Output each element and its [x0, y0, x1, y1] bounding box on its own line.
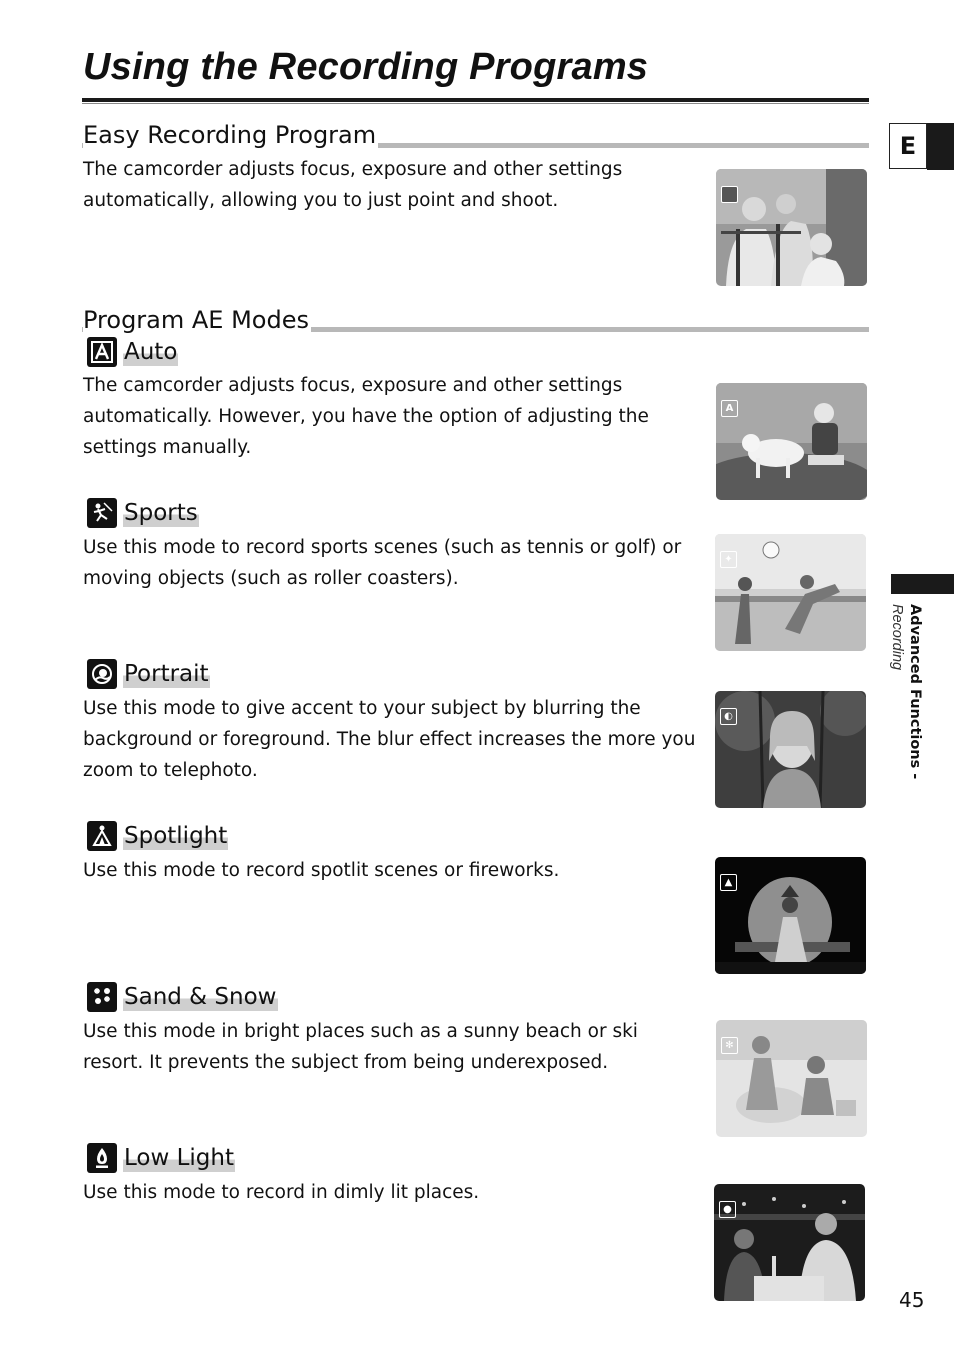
- mode-text-portrait: Use this mode to give accent to your subject by blurring the background or foreground. The blur effect increases the more you zoom to telephoto.: [83, 698, 696, 781]
- chapter-tab-bar: [927, 123, 954, 170]
- sand-snow-mode-photo: [716, 1020, 867, 1137]
- portrait-overlay-icon: ◐: [720, 708, 737, 725]
- mode-text-low-light: Use this mode to record in dimly lit places.: [83, 1182, 480, 1203]
- low-light-mode-photo: [714, 1184, 865, 1301]
- sports-mode-photo: [715, 534, 866, 651]
- sand-snow-mode-icon: [87, 982, 117, 1012]
- easy-recording-photo: [716, 169, 867, 286]
- chapter-tab-letter: E: [889, 123, 927, 169]
- mode-label-spotlight: Spotlight: [124, 823, 228, 849]
- sports-mode-icon: [87, 498, 117, 528]
- portrait-mode-photo: [715, 691, 866, 808]
- easy-description: The camcorder adjusts focus, exposure and other settings automatically, allowing you to just point and shoot.: [83, 159, 623, 211]
- mode-heading-sports: [87, 498, 199, 528]
- auto-mode-icon: [87, 337, 117, 367]
- side-label-line1: Advanced Functions -: [907, 604, 923, 780]
- title-rule: [82, 98, 869, 102]
- mode-heading-auto: [87, 337, 178, 367]
- title-rule-thin: [82, 103, 869, 104]
- mode-text-spotlight: Use this mode to record spotlit scenes or fireworks.: [83, 860, 560, 881]
- easy-recording-icon: [721, 186, 738, 203]
- page-number: 45: [899, 1288, 925, 1312]
- spotlight-overlay-icon: ▲: [720, 874, 737, 891]
- section-side-label: [888, 604, 924, 779]
- side-label-line2: Recording: [889, 604, 905, 671]
- mode-label-low-light: Low Light: [124, 1145, 235, 1171]
- low-light-mode-icon: [87, 1143, 117, 1173]
- mode-text-auto: The camcorder adjusts focus, exposure and other settings automatically. However, you have the option of adjusting the settings manually.: [83, 375, 649, 458]
- mode-label-sand-snow: Sand & Snow: [124, 984, 277, 1010]
- auto-overlay-icon: A: [721, 400, 738, 417]
- section-side-bar: [891, 574, 954, 594]
- mode-label-auto: Auto: [124, 339, 178, 365]
- sand-snow-overlay-icon: ✻: [721, 1037, 738, 1054]
- section-heading-easy: Easy Recording Program: [83, 121, 377, 149]
- spotlight-mode-icon: [87, 821, 117, 851]
- auto-mode-photo: [716, 383, 867, 500]
- spotlight-mode-photo: [715, 857, 866, 974]
- low-light-overlay-icon: ●: [719, 1201, 736, 1218]
- mode-heading-low-light: [87, 1143, 235, 1173]
- portrait-mode-icon: [87, 659, 117, 689]
- mode-heading-sand-snow: [87, 982, 278, 1012]
- mode-label-sports: Sports: [124, 500, 198, 526]
- sports-overlay-icon: ✦: [720, 551, 737, 568]
- mode-heading-spotlight: [87, 821, 228, 851]
- mode-text-sports: Use this mode to record sports scenes (such as tennis or golf) or moving objects (such as roller coasters).: [83, 537, 682, 589]
- mode-heading-portrait: [87, 659, 210, 689]
- page-title: Using the Recording Programs: [83, 46, 649, 88]
- mode-text-sand-snow: Use this mode in bright places such as a sunny beach or ski resort. It prevents the subject from being underexposed.: [83, 1021, 638, 1073]
- section-heading-program-ae: Program AE Modes: [83, 306, 309, 334]
- mode-label-portrait: Portrait: [124, 661, 209, 687]
